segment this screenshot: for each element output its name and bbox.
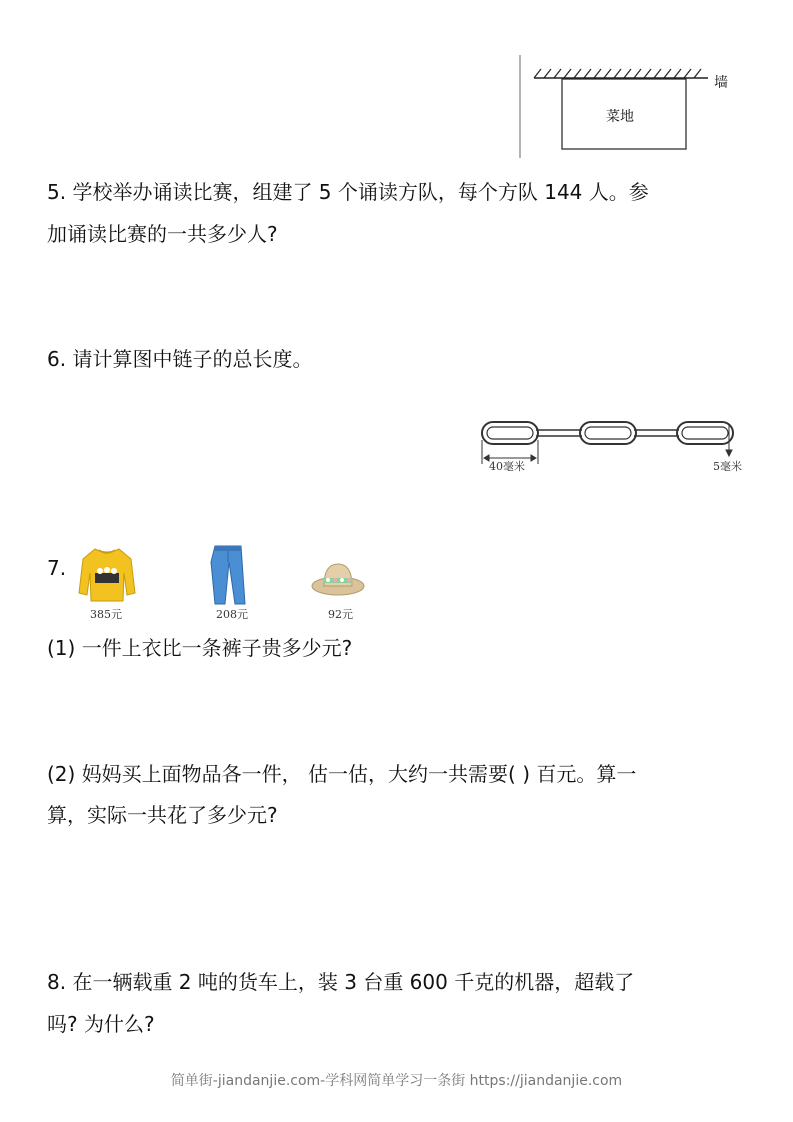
q5-line2: 加诵读比赛的一共多少人? — [47, 222, 278, 246]
footer-watermark: 简单街-jiandanjie.com-学科网简单学习一条街 https://jiandanjie.com — [170, 1073, 623, 1089]
wall-hatching — [534, 69, 701, 78]
q8-line2: 吗? 为什么? — [47, 1012, 155, 1036]
q6-text: 6. 请计算图中链子的总长度。 — [47, 347, 313, 371]
sweater-price: 385元 — [90, 608, 122, 621]
q7-number: 7. — [47, 556, 67, 580]
plot-label: 菜地 — [606, 109, 634, 125]
garden-diagram — [0, 0, 793, 170]
q7-part1: (1) 一件上衣比一条裤子贵多少元? — [47, 636, 353, 660]
chain-overlap-label: 5毫米 — [713, 460, 742, 473]
chain-diagram — [0, 410, 793, 490]
sweater-icon — [77, 545, 137, 605]
chain-connector-2 — [634, 430, 679, 436]
hat-icon — [308, 556, 368, 600]
q8-line1: 8. 在一辆载重 2 吨的货车上，装 3 台重 600 千克的机器，超载了 — [47, 970, 635, 994]
chain-length-label: 40毫米 — [489, 460, 525, 473]
q5-line1: 5. 学校举办诵读比赛，组建了 5 个诵读方队，每个方队 144 人。参 — [47, 180, 649, 204]
hat-price: 92元 — [328, 608, 353, 621]
chain-link-3 — [677, 422, 733, 444]
chain-link-2 — [580, 422, 636, 444]
pants-price: 208元 — [216, 608, 248, 621]
chain-connector-1 — [536, 430, 582, 436]
pants-icon — [203, 542, 253, 606]
chain-link-1 — [482, 422, 538, 444]
wall-label: 墙 — [714, 75, 728, 91]
q7-part2-line1: (2) 妈妈买上面物品各一件， 估一估，大约一共需要( ) 百元。算一 — [47, 762, 637, 786]
q7-part2-line2: 算，实际一共花了多少元? — [47, 803, 278, 827]
